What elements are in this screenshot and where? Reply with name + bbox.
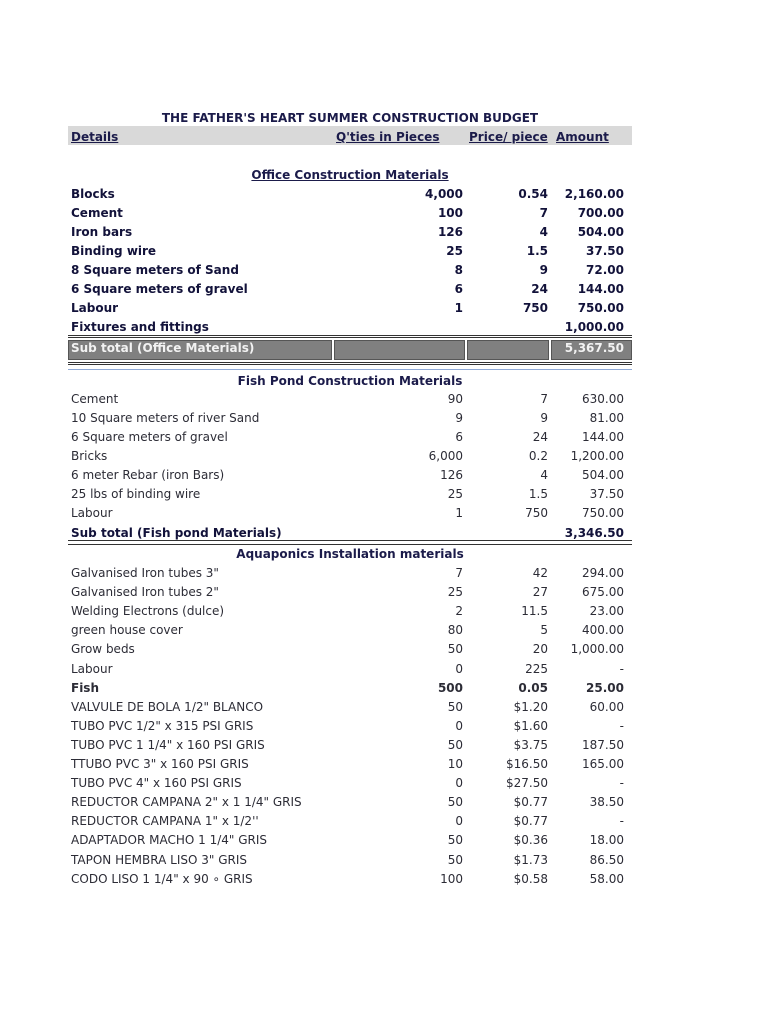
cell-details: REDUCTOR CAMPANA 1" x 1/2''	[71, 814, 259, 829]
cell-amount: 144.00	[582, 430, 624, 444]
cell-price: 5	[540, 623, 548, 638]
cell-qty: 0	[455, 776, 463, 791]
cell-qty: 0	[455, 814, 463, 829]
cell-amount: 38.50	[589, 795, 624, 810]
cell-qty: 100	[437, 206, 463, 220]
table-row	[0, 389, 768, 408]
cell-amount: -	[619, 814, 624, 829]
table-row	[0, 465, 768, 484]
cell-price: $3.75	[513, 737, 548, 752]
cell-amount: 750.00	[582, 506, 624, 520]
cell-qty: 1	[455, 506, 463, 520]
cell-price: 42	[532, 566, 548, 580]
cell-qty: 9	[455, 411, 463, 425]
cell-amount: 2,160.00	[564, 187, 624, 201]
cell-price: $16.50	[506, 757, 548, 771]
cell-price: $0.36	[513, 833, 548, 848]
cell-details: TUBO PVC 1/2" x 315 PSI GRIS	[71, 718, 254, 733]
cell-price: 1.5	[526, 244, 548, 258]
cell-qty: 25	[446, 244, 463, 258]
cell-price: 24	[531, 282, 548, 296]
table-row	[0, 317, 768, 336]
table-row	[0, 222, 768, 241]
cell-amount: 144.00	[577, 282, 624, 296]
table-row	[0, 408, 768, 427]
cell-amount: 187.50	[582, 737, 624, 752]
table-row	[0, 484, 768, 503]
table-row	[0, 427, 768, 446]
fishpond-heading-row	[0, 371, 768, 390]
cell-qty: 50	[447, 642, 463, 657]
table-row	[0, 260, 768, 279]
cell-price: 11.5	[521, 604, 548, 619]
table-row	[0, 620, 768, 639]
header-qty: Q'ties in Pieces	[336, 130, 440, 144]
cell-amount: 1,000.00	[564, 320, 624, 334]
cell-details: Bricks	[71, 449, 108, 463]
cell-price: $0.58	[513, 871, 548, 886]
cell-amount: 400.00	[582, 623, 624, 638]
table-row	[0, 279, 768, 298]
cell-qty: 50	[447, 699, 463, 714]
cell-amount: 37.50	[586, 244, 624, 258]
cell-amount: 1,200.00	[570, 449, 624, 463]
cell-qty: 126	[437, 225, 463, 239]
table-row	[0, 773, 768, 792]
cell-details: Cement	[71, 206, 123, 220]
cell-details: Labour	[71, 661, 113, 676]
cell-qty: 10	[447, 757, 463, 771]
cell-details: Labour	[71, 301, 119, 315]
cell-amount: -	[619, 718, 624, 733]
cell-amount: 86.50	[589, 852, 624, 867]
cell-price: $1.60	[513, 718, 548, 733]
table-row	[0, 298, 768, 317]
cell-qty: 8	[454, 263, 463, 277]
cell-details: Blocks	[71, 187, 115, 201]
table-row	[0, 659, 768, 678]
cell-amount: 165.00	[582, 757, 624, 771]
header-amount: Amount	[556, 130, 609, 144]
cell-details: Fish	[71, 680, 99, 695]
cell-amount: 675.00	[582, 585, 624, 600]
table-row	[0, 830, 768, 849]
cell-details: Labour	[71, 506, 113, 520]
table-row	[0, 735, 768, 754]
cell-qty: 4,000	[425, 187, 463, 201]
cell-details: VALVULE DE BOLA 1/2" BLANCO	[71, 699, 264, 714]
cell-qty: 6	[455, 430, 463, 444]
cell-price: $1.20	[513, 699, 548, 714]
table-row	[0, 639, 768, 658]
table-row	[0, 716, 768, 735]
table-row	[0, 869, 768, 888]
cell-details: REDUCTOR CAMPANA 2" x 1 1/4" GRIS	[71, 795, 302, 810]
cell-amount: 18.00	[589, 833, 624, 848]
cell-price: 24	[532, 430, 548, 444]
cell-qty: 6	[454, 282, 463, 296]
cell-amount: 294.00	[582, 566, 624, 580]
cell-price: $0.77	[513, 795, 548, 810]
cell-details: 6 Square meters of gravel	[71, 282, 248, 296]
header-price: Price/ piece	[469, 130, 548, 144]
cell-details: Iron bars	[71, 225, 133, 239]
cell-details: TAPON HEMBRA LISO 3" GRIS	[71, 852, 248, 867]
cell-price: 7	[540, 392, 548, 406]
cell-price: 7	[539, 206, 548, 220]
table-row	[0, 241, 768, 260]
cell-price: 0.2	[528, 449, 548, 463]
cell-amount: 630.00	[582, 392, 624, 406]
cell-price: 27	[532, 585, 548, 600]
cell-amount: 504.00	[582, 468, 624, 482]
cell-amount: 504.00	[577, 225, 624, 239]
section-heading-aquaponics: Aquaponics Installation materials	[236, 547, 464, 561]
cell-amount: 37.50	[589, 487, 624, 501]
cell-qty: 50	[447, 833, 463, 848]
cell-details: Cement	[71, 392, 119, 406]
table-row	[0, 697, 768, 716]
cell-qty: 50	[447, 737, 463, 752]
table-row	[0, 811, 768, 830]
table-row	[0, 184, 768, 203]
cell-amount: 81.00	[589, 411, 624, 425]
cell-price: 225	[525, 661, 548, 676]
table-row	[0, 601, 768, 620]
cell-amount: -	[619, 776, 624, 791]
cell-qty: 2	[455, 604, 463, 619]
cell-amount: 72.00	[586, 263, 624, 277]
cell-qty: 50	[447, 795, 463, 810]
cell-price: 0.05	[518, 680, 548, 695]
cell-price: 1.5	[528, 487, 548, 501]
cell-details: 6 Square meters of gravel	[71, 430, 228, 444]
cell-amount: 750.00	[577, 301, 624, 315]
office-subtotal-label: Sub total (Office Materials)	[71, 341, 255, 355]
fishpond-subtotal-label: Sub total (Fish pond Materials)	[71, 526, 282, 540]
section-heading-fishpond: Fish Pond Construction Materials	[237, 374, 463, 388]
cell-qty: 80	[447, 623, 463, 638]
table-row	[0, 563, 768, 582]
cell-details: TUBO PVC 4" x 160 PSI GRIS	[71, 776, 242, 791]
cell-amount: 700.00	[577, 206, 624, 220]
cell-qty: 100	[440, 871, 463, 886]
office-subtotal-amount: 5,367.50	[564, 341, 624, 355]
aquaponics-heading-row	[0, 544, 768, 563]
table-row	[0, 754, 768, 773]
cell-amount: 23.00	[589, 604, 624, 619]
section-heading-office: Office Construction Materials	[251, 168, 449, 182]
cell-details: green house cover	[71, 623, 183, 638]
cell-amount: 58.00	[589, 871, 624, 886]
office-subtotal-row	[0, 338, 768, 357]
cell-amount: 25.00	[586, 680, 624, 695]
cell-price: $0.77	[513, 814, 548, 829]
table-row	[0, 582, 768, 601]
cell-details: Welding Electrons (dulce)	[71, 604, 225, 619]
table-row	[0, 446, 768, 465]
table-row	[0, 678, 768, 697]
cell-qty: 6,000	[428, 449, 463, 463]
cell-details: 25 lbs of binding wire	[71, 487, 201, 501]
cell-qty: 0	[455, 718, 463, 733]
cell-qty: 25	[447, 487, 463, 501]
cell-details: Grow beds	[71, 642, 135, 657]
cell-details: 10 Square meters of river Sand	[71, 411, 260, 425]
cell-qty: 25	[447, 585, 463, 600]
cell-amount: 60.00	[589, 699, 624, 714]
cell-amount: 1,000.00	[570, 642, 624, 657]
cell-details: Binding wire	[71, 244, 157, 258]
cell-qty: 126	[440, 468, 463, 482]
table-row	[0, 503, 768, 522]
cell-qty: 1	[454, 301, 463, 315]
cell-price: 750	[525, 506, 548, 520]
cell-qty: 500	[437, 680, 463, 695]
cell-price: $27.50	[506, 776, 548, 791]
cell-details: TTUBO PVC 3" x 160 PSI GRIS	[71, 757, 249, 771]
cell-details: TUBO PVC 1 1/4" x 160 PSI GRIS	[71, 737, 265, 752]
cell-qty: 0	[455, 661, 463, 676]
cell-price: 4	[540, 468, 548, 482]
cell-price: 4	[539, 225, 548, 239]
fishpond-subtotal-amount: 3,346.50	[564, 526, 624, 540]
cell-price: 0.54	[518, 187, 548, 201]
cell-details: Galvanised Iron tubes 2"	[71, 585, 219, 600]
column-header-row	[0, 127, 768, 146]
title-row	[0, 108, 768, 127]
cell-details: Galvanised Iron tubes 3"	[71, 566, 219, 580]
header-details: Details	[71, 130, 119, 144]
cell-qty: 7	[455, 566, 463, 580]
cell-qty: 90	[447, 392, 463, 406]
cell-details: 8 Square meters of Sand	[71, 263, 239, 277]
cell-details: 6 meter Rebar (iron Bars)	[71, 468, 225, 482]
office-heading-row	[0, 165, 768, 184]
cell-price: 750	[522, 301, 548, 315]
cell-price: 20	[532, 642, 548, 657]
cell-price: 9	[539, 263, 548, 277]
cell-price: 9	[540, 411, 548, 425]
cell-details: Fixtures and fittings	[71, 320, 209, 334]
cell-price: $1.73	[513, 852, 548, 867]
page-title: THE FATHER'S HEART SUMMER CONSTRUCTION BUDGET	[161, 111, 539, 125]
section-divider	[68, 369, 632, 370]
cell-details: ADAPTADOR MACHO 1 1/4" GRIS	[71, 833, 268, 848]
table-row	[0, 850, 768, 869]
cell-qty: 50	[447, 852, 463, 867]
cell-amount: -	[619, 661, 624, 676]
cell-details: CODO LISO 1 1/4" x 90 ∘ GRIS	[71, 871, 253, 886]
table-row	[0, 792, 768, 811]
table-row	[0, 203, 768, 222]
